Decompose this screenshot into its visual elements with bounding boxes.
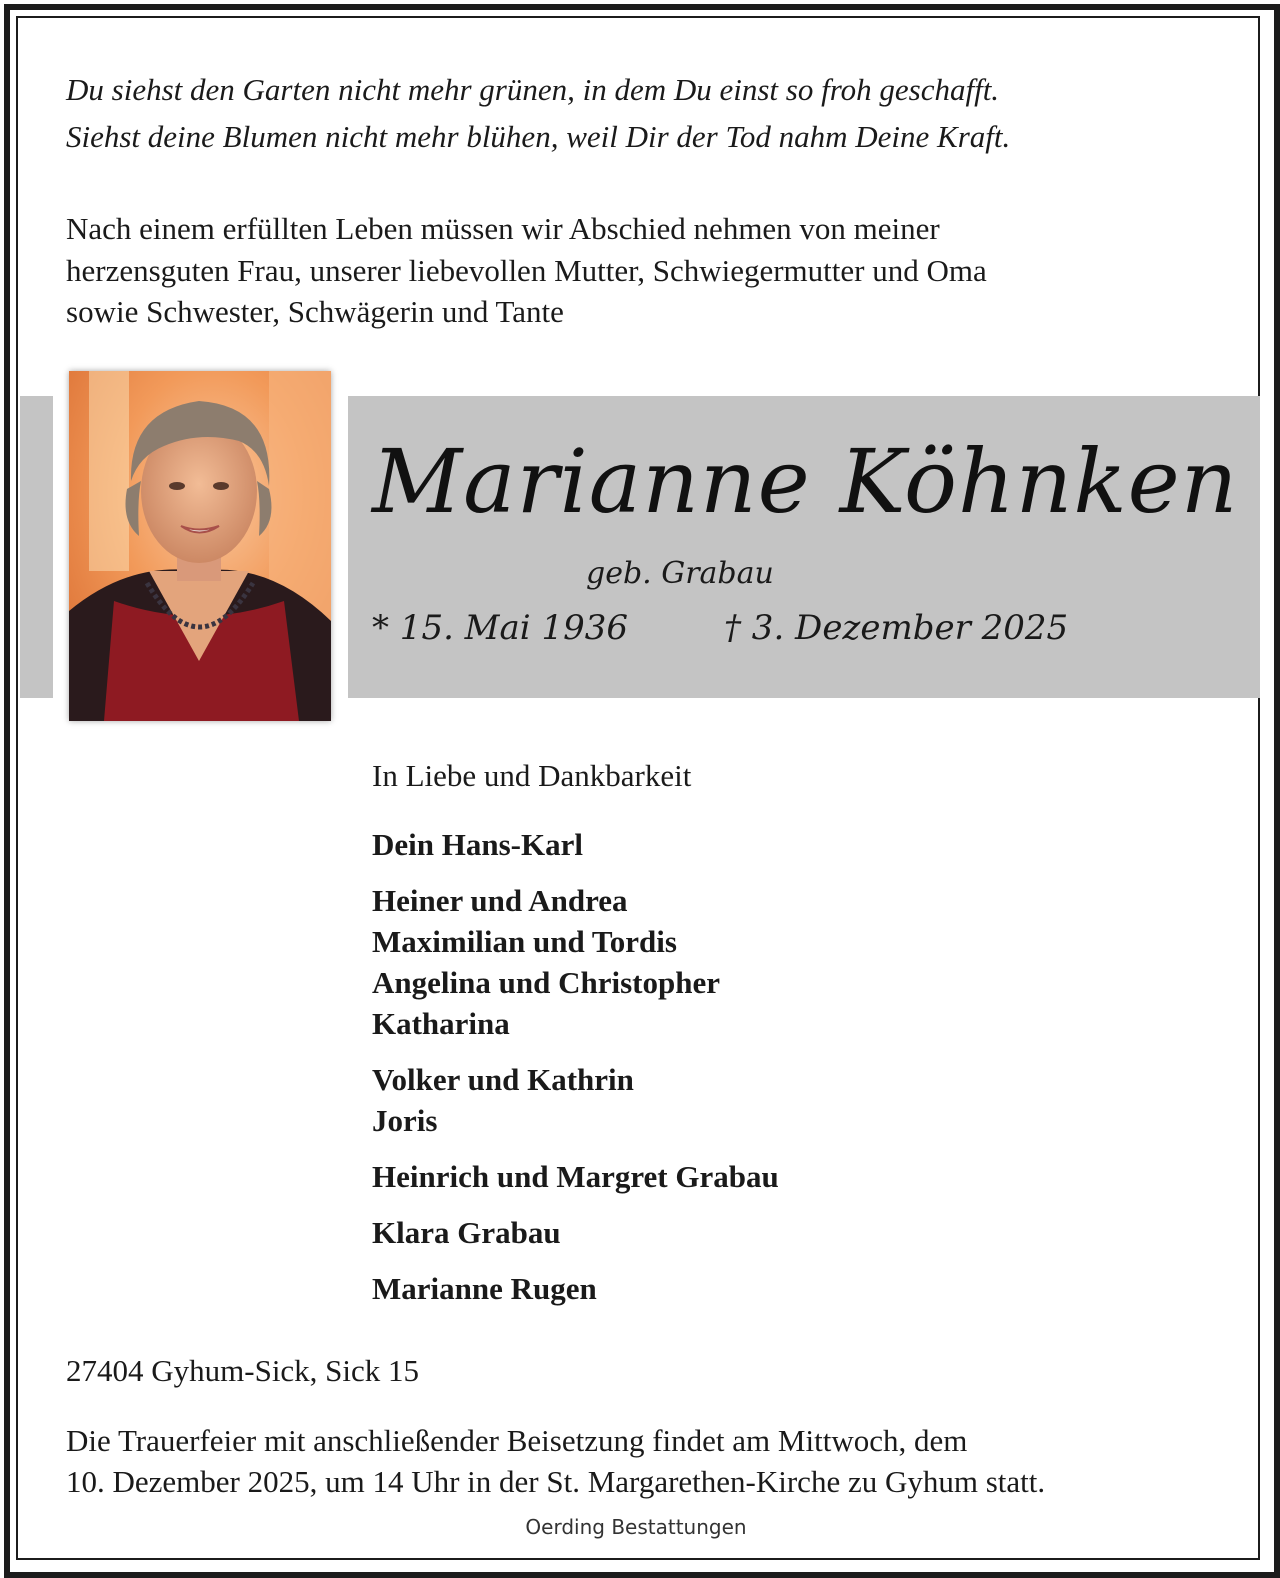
mourner-name: Heiner und Andrea [372,883,628,918]
mourner-name: Heinrich und Margret Grabau [372,1159,779,1194]
mourner-group [372,824,779,865]
deceased-name: Marianne Köhnken [372,430,1239,533]
funeral-home: Oerding Bestattungen [525,1515,747,1539]
mourner-group [372,1212,779,1253]
mourner-name: Volker und Kathrin [372,1062,634,1097]
intro-line-2: herzensguten Frau, unserer liebevollen Mutter, Schwiegermutter und Oma [66,252,987,288]
mourner-group [372,1156,779,1197]
address: 27404 Gyhum-Sick, Sick 15 [66,1353,420,1388]
maiden-name: geb. Grabau [586,556,774,591]
mourner-group [372,1268,779,1309]
mourner-name: Dein Hans-Karl [372,827,583,862]
portrait-photo [69,371,331,721]
mourner-name: Marianne Rugen [372,1271,597,1306]
mourner-name: Katharina [372,1006,510,1041]
mourner-group [372,1059,779,1141]
intro-text [66,208,987,333]
service-notice [66,1420,1045,1502]
thanks-line: In Liebe und Dankbarkeit [372,758,692,793]
poem-line-2: Siehst deine Blumen nicht mehr blühen, weil Dir der Tod nahm Deine Kraft. [66,119,1011,154]
poem-line-1: Du siehst den Garten nicht mehr grünen, in dem Du einst so froh geschafft. [66,72,1000,107]
mourner-name: Angelina und Christopher [372,965,720,1000]
mourner-name: Maximilian und Tordis [372,924,677,959]
intro-line-1: Nach einem erfüllten Leben müssen wir Abschied nehmen von meiner [66,211,940,246]
mourner-name: Klara Grabau [372,1215,561,1250]
grey-band-left [20,396,53,698]
poem [66,66,1010,160]
mourners-list [372,824,779,1324]
service-line-2: 10. Dezember 2025, um 14 Uhr in der St. Margarethen-Kirche zu Gyhum statt. [66,1464,1046,1499]
death-date: † 3. Dezember 2025 [724,608,1069,648]
mourner-group [372,880,779,1044]
intro-line-3: sowie Schwester, Schwägerin und Tante [66,294,564,329]
service-line-1: Die Trauerfeier mit anschließender Beisetzung findet am Mittwoch, dem [66,1423,968,1458]
life-dates [372,608,1069,648]
birth-date: * 15. Mai 1936 [372,608,628,648]
mourner-name: Joris [372,1103,438,1138]
